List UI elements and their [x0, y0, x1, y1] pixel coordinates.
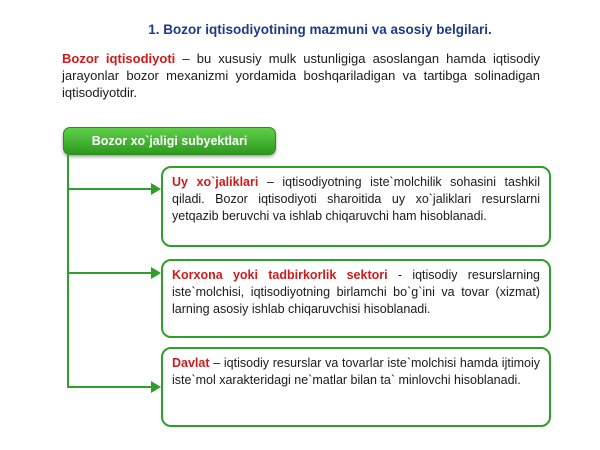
connector-line-households: [67, 188, 151, 190]
intro-text: – bu xususiy mulk ustunligiga asoslangan hamda iqtisodiy jarayonlar bozor mexanizmi yordamida boshqariladigan va tartibga solinadigan iqtisodiyotdir.: [62, 51, 541, 100]
box-households: [161, 166, 551, 247]
box-households-term: Uy xo`jaliklari: [172, 175, 259, 189]
box-state-term: Davlat: [172, 356, 210, 370]
arrow-enterprise-icon: [151, 267, 161, 279]
box-enterprise-description: - iqtisodiy resurslarning iste`molchisi, iqtisodiyotning birlamchi bo`g`ini va tovar (xizmat) larning asosiy ishlab chiqaruvchisi hisoblanadi.: [172, 268, 541, 316]
subjects-root-node: [63, 127, 276, 155]
box-enterprise: [161, 259, 551, 338]
arrow-households-icon: [151, 183, 161, 195]
connector-line-enterprise: [67, 272, 151, 274]
box-state-description: – iqtisodiy resurslar va tovarlar iste`molchisi hamda ijtimoiy iste`mol xarakteridagi ne`matlar bilan ta` minlovchi hisoblanadi.: [172, 356, 540, 387]
box-households-description: – iqtisodiyotning iste`molchilik sohasini tashkil qiladi. Bozor iqtisodiyoti sharoitida uy xo`jaliklari resurslarni yetqazib beruvchi va ishlab chiqaruvchi ham hisoblanadi.: [172, 175, 540, 223]
page-title: 1. Bozor iqtisodiyotining mazmuni va asosiy belgilari.: [148, 22, 492, 37]
box-state: [161, 347, 551, 427]
box-state-text: [172, 355, 540, 389]
connector-line-state: [67, 386, 151, 388]
intro-paragraph: [62, 50, 540, 101]
box-enterprise-term: Korxona yoki tadbirkorlik sektori: [172, 268, 388, 282]
box-enterprise-text: [172, 267, 540, 318]
arrow-state-icon: [151, 381, 161, 393]
intro-term: Bozor iqtisodiyoti: [62, 51, 176, 66]
subjects-root-label: Bozor xo`jaligi subyektlari: [91, 134, 248, 148]
box-households-text: [172, 174, 540, 225]
